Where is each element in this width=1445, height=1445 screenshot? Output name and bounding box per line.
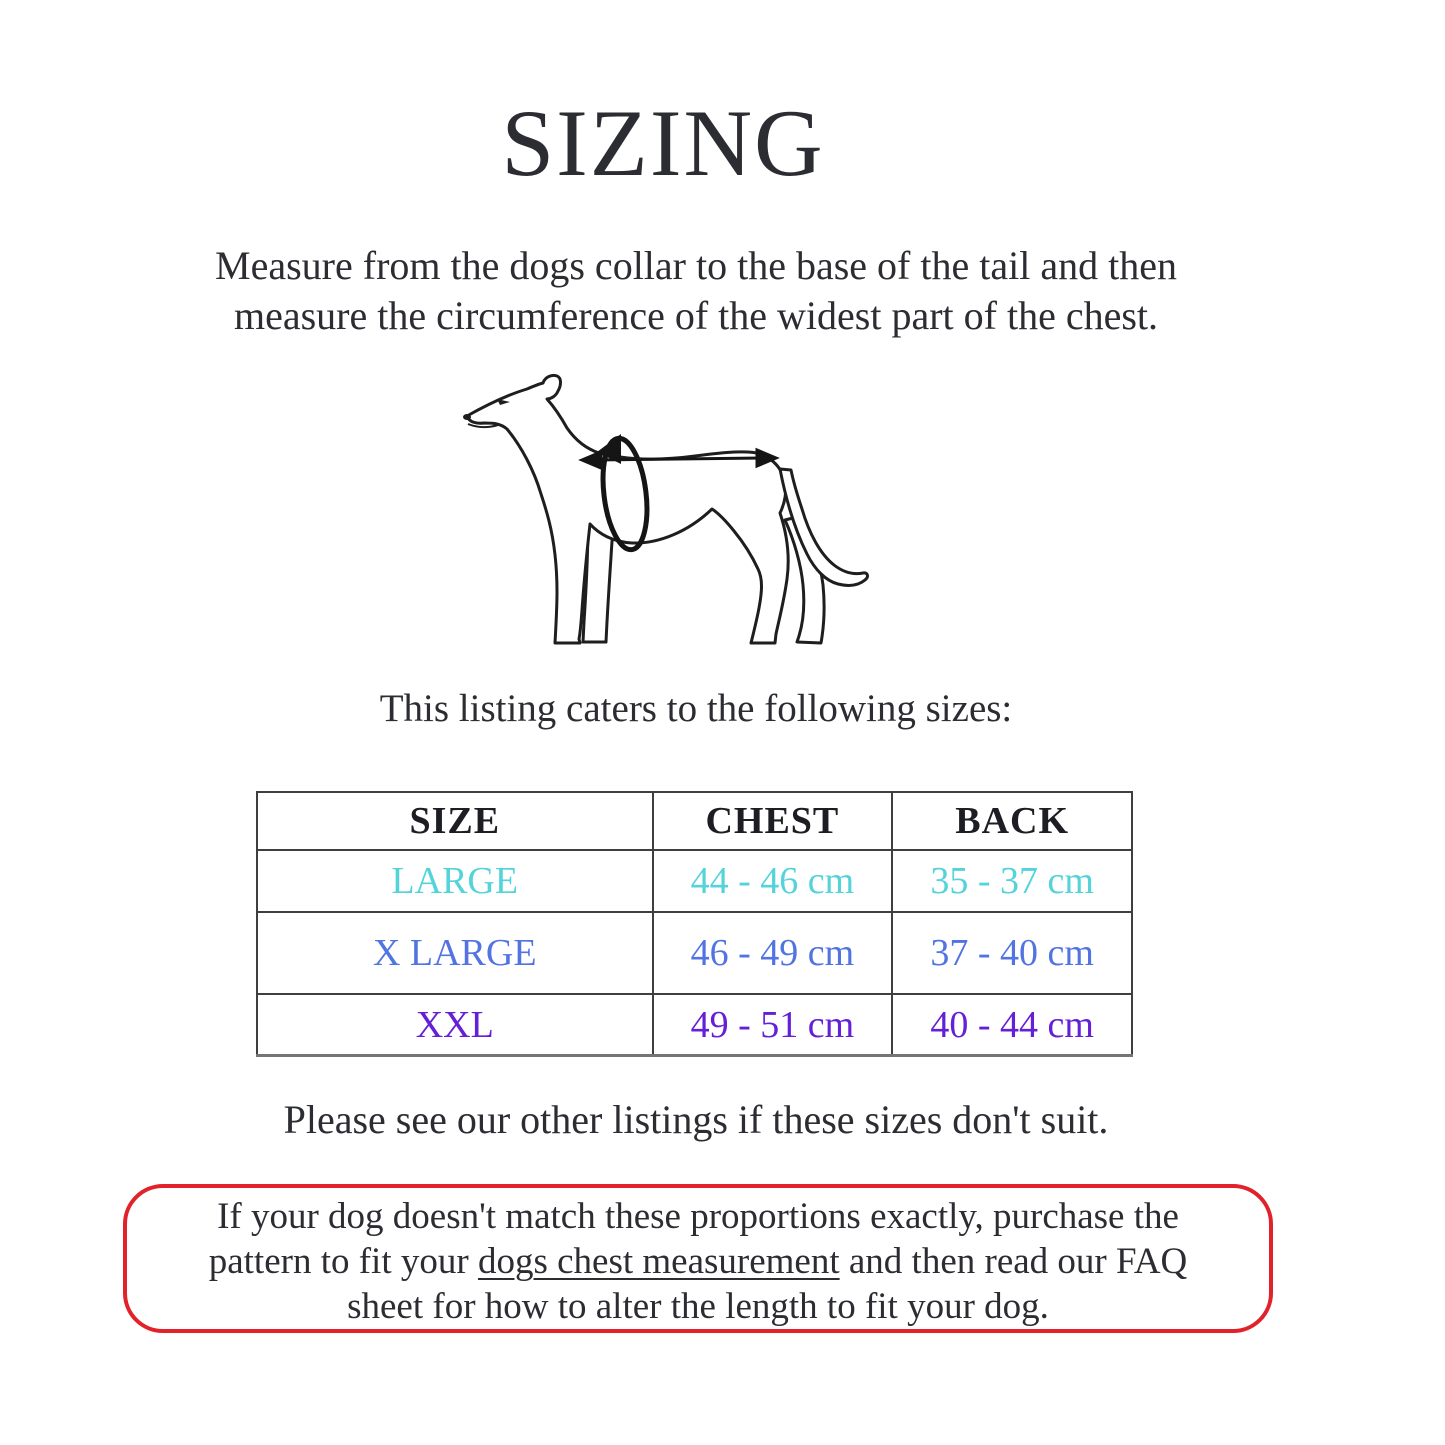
dog-measurement-diagram bbox=[455, 372, 895, 682]
header-size: SIZE bbox=[257, 792, 653, 850]
cell-chest: 49 - 51 cm bbox=[653, 994, 893, 1056]
header-back: BACK bbox=[892, 792, 1132, 850]
cell-chest: 46 - 49 cm bbox=[653, 912, 893, 994]
page-title: SIZING bbox=[501, 90, 825, 196]
cell-back: 35 - 37 cm bbox=[892, 850, 1132, 912]
cell-size: LARGE bbox=[257, 850, 653, 912]
cell-back: 40 - 44 cm bbox=[892, 994, 1132, 1056]
other-listings-note: Please see our other listings if these sizes don't suit. bbox=[283, 1097, 1109, 1142]
chest-measurement-underlined: dogs chest measurement bbox=[477, 1241, 840, 1282]
cell-chest: 44 - 46 cm bbox=[653, 850, 893, 912]
table-caption: This listing caters to the following sizes: bbox=[379, 687, 1013, 730]
table-row-xlarge bbox=[257, 912, 1132, 994]
size-table bbox=[256, 791, 1133, 1057]
fit-advice-line2: pattern to fit your dogs chest measurement and then read our FAQ bbox=[208, 1241, 1188, 1282]
header-chest: CHEST bbox=[653, 792, 893, 850]
fit-advice-callout bbox=[123, 1184, 1273, 1333]
fit-advice-line1: If your dog doesn't match these proportions exactly, purchase the bbox=[217, 1196, 1179, 1237]
size-table-header-row bbox=[257, 792, 1132, 850]
measuring-instructions-line2: measure the circumference of the widest part of the chest. bbox=[233, 293, 1159, 338]
cell-size: XXL bbox=[257, 994, 653, 1056]
cell-size: X LARGE bbox=[257, 912, 653, 994]
cell-back: 37 - 40 cm bbox=[892, 912, 1132, 994]
table-row-large bbox=[257, 850, 1132, 912]
dog-nose bbox=[463, 414, 471, 420]
dog-body-outline bbox=[467, 375, 788, 643]
measuring-instructions-line1: Measure from the dogs collar to the base of the tail and then bbox=[215, 243, 1177, 288]
measuring-instructions bbox=[0, 241, 1392, 341]
table-row-xxl bbox=[257, 994, 1132, 1056]
greyhound-outline-icon bbox=[455, 372, 895, 682]
fit-advice-line3: sheet for how to alter the length to fit your dog. bbox=[347, 1286, 1049, 1327]
